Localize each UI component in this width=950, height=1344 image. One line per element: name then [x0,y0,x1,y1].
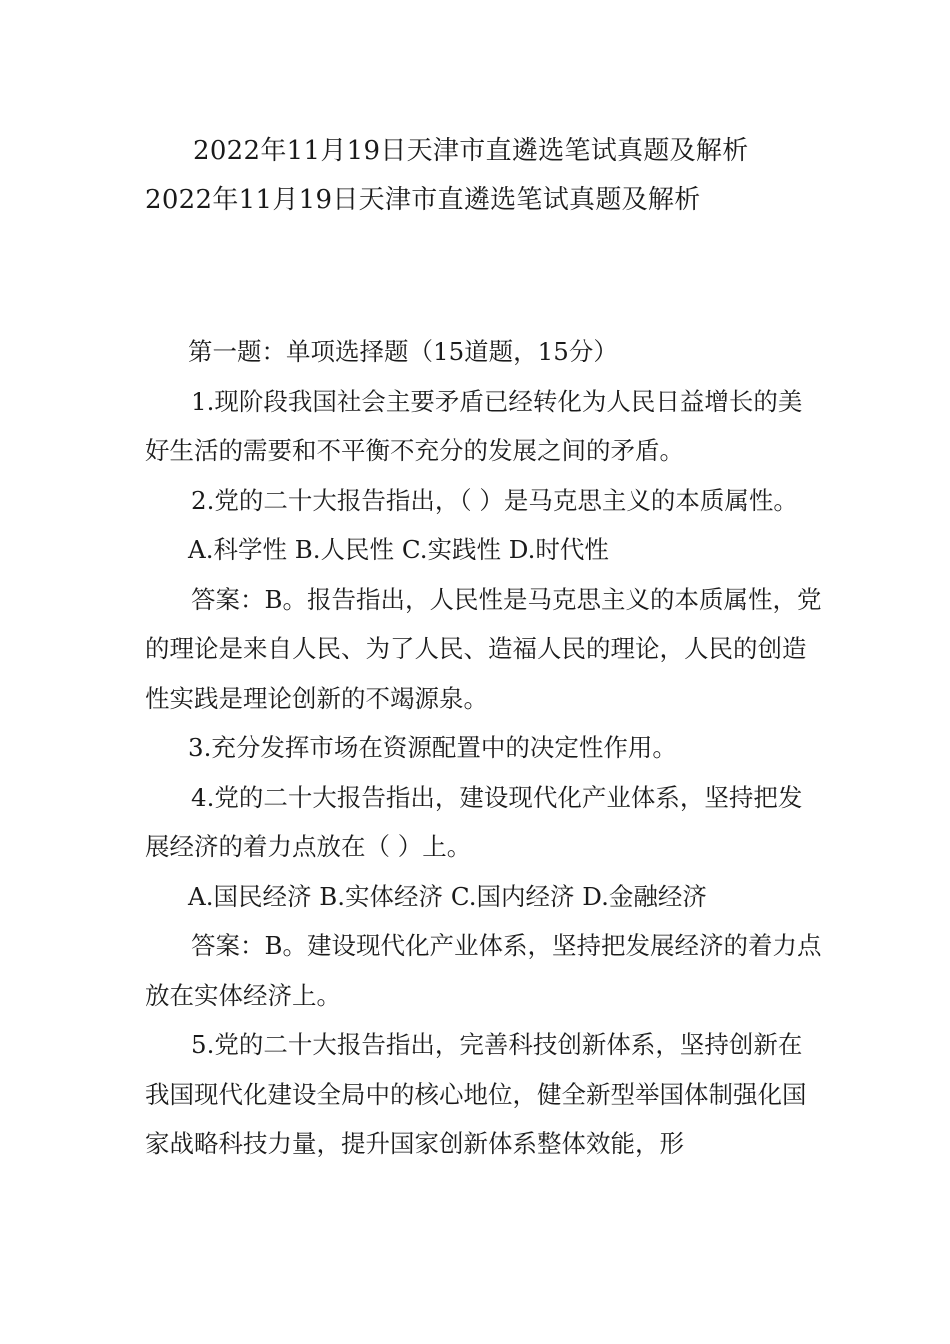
question-2-answer: 答案：B。报告指出，人民性是马克思主义的本质属性，党的理论是来自人民、为了人民、造福人民的理论，人民的创造性实践是理论创新的不竭源泉。 [145,584,822,713]
question-2: 2.党的二十大报告指出，（ ）是马克思主义的本质属性。 [191,485,798,515]
question-3: 3.充分发挥市场在资源配置中的决定性作用。 [188,733,677,762]
question-2-options: A.科学性 B.人民性 C.实践性 D.时代性 [188,535,609,564]
section-heading: 第一题：单项选择题（15道题，15分） [188,337,618,366]
document-title-repeat: 2022年11月19日天津市直遴选笔试真题及解析 [145,185,701,215]
question-4-options: A.国民经济 B.实体经济 C.国内经济 D.金融经济 [188,881,707,911]
question-1: 1.现阶段我国社会主要矛盾已经转化为人民日益增长的美好生活的需要和不平衡不充分的发展之间的矛盾。 [145,386,803,465]
question-4-answer: 答案：B。建设现代化产业体系，坚持把发展经济的着力点放在实体经济上。 [145,931,822,1010]
question-4: 4.党的二十大报告指出，建设现代化产业体系，坚持把发展经济的着力点放在（ ）上。 [145,782,803,861]
question-5: 5.党的二十大报告指出，完善科技创新体系，坚持创新在我国现代化建设全局中的核心地位，健全新型举国体制强化国家战略科技力量，提升国家创新体系整体效能，形 [145,1030,807,1158]
document-title: 2022年11月19日天津市直遴选笔试真题及解析 [193,136,749,166]
document-body [145,327,825,1169]
